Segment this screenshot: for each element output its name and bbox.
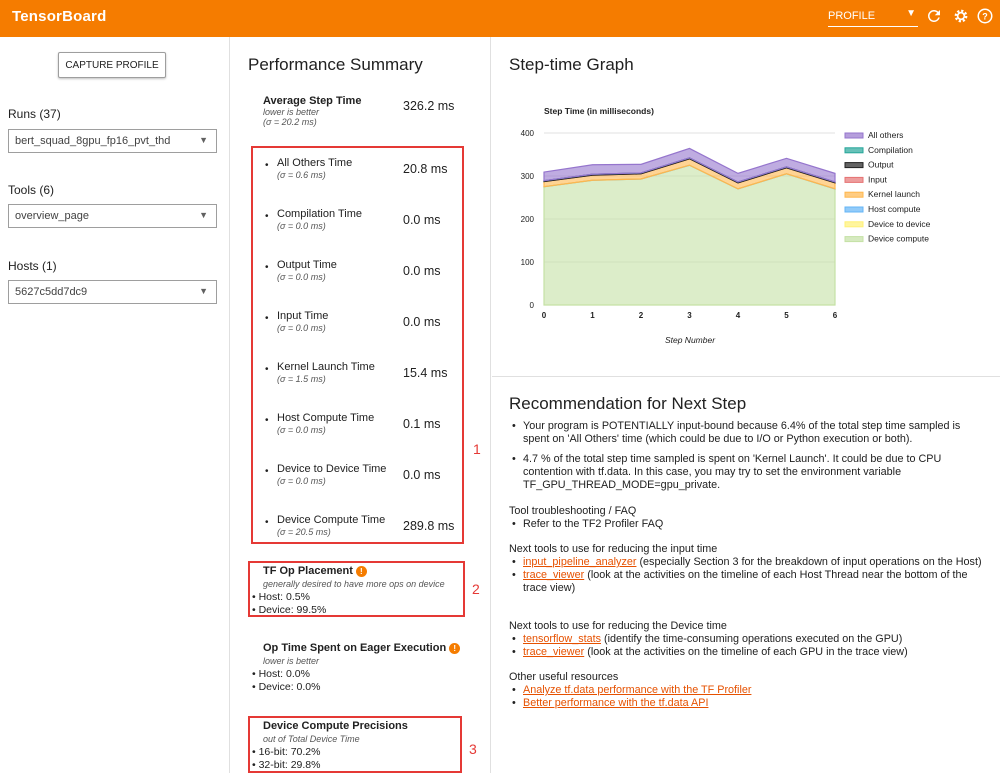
chevron-down-icon: ▼ — [906, 8, 916, 19]
x-tick-label: 3 — [687, 311, 692, 320]
x-tick-label: 1 — [590, 311, 595, 320]
runs-select-value: bert_squad_8gpu_fp16_pvt_thd — [15, 135, 171, 147]
breakdown-name: Input Time — [277, 310, 329, 322]
breakdown-item: • Device to Device Time (σ = 0.0 ms) 0.0 ms — [265, 463, 441, 486]
avg-sub: lower is better — [263, 107, 320, 117]
tools-select-value: overview_page — [15, 210, 89, 222]
precision-32bit: 32-bit: 29.8% — [258, 759, 321, 771]
legend-label: Device compute — [868, 233, 929, 244]
legend-swatch — [845, 222, 863, 227]
y-tick-label: 200 — [520, 215, 534, 224]
tools-select[interactable] — [8, 204, 217, 228]
placement-sub: generally desired to have more ops on device — [263, 579, 445, 589]
breakdown-value: 0.0 ms — [403, 213, 441, 227]
average-step-time — [263, 95, 483, 127]
x-tick-label: 6 — [832, 311, 838, 320]
placement-device: Device: 99.5% — [258, 604, 327, 616]
callout-number: 1 — [473, 441, 481, 457]
breakdown-name: Compilation Time — [277, 208, 362, 220]
breakdown-sigma: (σ = 0.0 ms) — [277, 425, 326, 435]
sidebar — [0, 37, 230, 773]
avg-name: Average Step Time — [263, 95, 362, 107]
breakdown-value: 0.0 ms — [403, 315, 441, 329]
input-tools-heading: Next tools to use for reducing the input time — [509, 543, 718, 555]
legend-label: Input — [868, 174, 887, 185]
y-tick-label: 100 — [520, 258, 534, 267]
settings-icon[interactable] — [952, 7, 970, 25]
hosts-select[interactable] — [8, 280, 217, 304]
breakdown-item: • Input Time (σ = 0.0 ms) 0.0 ms — [265, 310, 441, 333]
breakdown-value: 20.8 ms — [403, 162, 448, 176]
info-icon[interactable]: ! — [356, 566, 367, 577]
x-tick-label: 5 — [784, 311, 789, 320]
legend-label: Output — [868, 159, 894, 170]
legend-label: Kernel launch — [868, 189, 920, 200]
x-tick-label: 0 — [541, 311, 547, 320]
callout-number: 2 — [472, 581, 480, 597]
device-compute-precisions-card: Device Compute Precisions out of Total Device Time • 16-bit: 70.2% • 32-bit: 29.8% — [248, 716, 462, 773]
step-time-chart — [492, 77, 1000, 377]
eager-title: Op Time Spent on Eager Execution — [263, 642, 447, 654]
plugin-select-value: PROFILE — [828, 10, 876, 22]
area-device-compute — [544, 165, 835, 305]
capture-profile-button[interactable]: CAPTURE PROFILE — [58, 52, 166, 78]
legend-swatch — [845, 237, 863, 242]
legend-swatch — [845, 133, 863, 138]
tf-op-placement-card: TF Op Placement ! generally desired to have more ops on device • Host: 0.5% • Device: 99.5% — [248, 561, 465, 617]
breakdown-sigma: (σ = 0.0 ms) — [277, 272, 326, 282]
eager-sub: lower is better — [263, 656, 320, 666]
breakdown-name: Output Time — [277, 259, 337, 271]
breakdown-item: • Host Compute Time (σ = 0.0 ms) 0.1 ms — [265, 412, 441, 435]
eager-device: Device: 0.0% — [258, 681, 321, 693]
legend-label: Compilation — [868, 144, 913, 155]
reco-bullet: • 4.7 % of the total step time sampled is spent on 'Kernel Launch'. It could be due to CPU contention with tf.data. In this case, you may try to set the environment variable TF_GPU_THREAD_MODE=gpu_private. — [509, 453, 989, 492]
breakdown-value: 15.4 ms — [403, 366, 448, 380]
faq-heading: Tool troubleshooting / FAQ — [509, 505, 637, 517]
reco-title: Recommendation for Next Step — [509, 394, 747, 413]
link-description: (identify the time-consuming operations executed on the GPU) — [601, 633, 903, 645]
eager-host: Host: 0.0% — [258, 668, 310, 680]
tensorflow-stats-link[interactable]: tensorflow_stats — [523, 633, 602, 645]
faq-item: • Refer to the TF2 Profiler FAQ — [509, 518, 989, 531]
link-description: (look at the activities on the timeline of each GPU in the trace view) — [584, 646, 908, 658]
reco-bullet: • Your program is POTENTIALLY input-bound because 6.4% of the total step time sampled is spent on 'All Others' time (which could be due to I/O or Python execution or both). — [509, 420, 989, 446]
chevron-down-icon: ▼ — [199, 135, 208, 145]
recommendation-panel — [492, 378, 1000, 773]
breakdown-name: Device to Device Time — [277, 463, 387, 475]
legend-label: Device to device — [868, 218, 931, 229]
device-tools-heading: Next tools to use for reducing the Device time — [509, 620, 727, 632]
legend-label: Host compute — [868, 204, 921, 214]
eager-execution-card: Op Time Spent on Eager Execution ! lower is better • Host: 0.0% • Device: 0.0% — [250, 640, 465, 696]
breakdown-sigma: (σ = 0.0 ms) — [277, 221, 326, 231]
callout-number: 3 — [469, 741, 477, 757]
breakdown-name: Kernel Launch Time — [277, 361, 375, 373]
breakdown-name: Host Compute Time — [277, 412, 375, 424]
chevron-down-icon: ▼ — [199, 210, 208, 220]
svg-text:?: ? — [982, 11, 988, 22]
trace-viewer-link[interactable]: trace_viewer — [523, 569, 585, 581]
legend-swatch — [845, 163, 863, 168]
x-tick-label: 2 — [638, 311, 644, 320]
info-icon[interactable]: ! — [449, 643, 460, 654]
precision-16bit: 16-bit: 70.2% — [258, 746, 321, 758]
avg-sigma: (σ = 20.2 ms) — [263, 117, 317, 127]
placement-title: TF Op Placement — [263, 565, 353, 577]
x-tick-label: 4 — [735, 311, 741, 320]
breakdown-item: • Device Compute Time (σ = 20.5 ms) 289.8 ms — [265, 514, 455, 537]
graph-title: Step-time Graph — [509, 55, 634, 74]
legend-label: All others — [868, 130, 904, 140]
list-item — [509, 556, 989, 569]
list-item — [509, 633, 989, 646]
breakdown-name: Device Compute Time — [277, 514, 386, 526]
y-tick-label: 400 — [520, 129, 534, 138]
other-resources-heading: Other useful resources — [509, 671, 619, 683]
x-axis-label: Step Number — [664, 335, 716, 345]
breakdown-value: 289.8 ms — [403, 519, 455, 533]
help-icon[interactable] — [976, 7, 994, 25]
y-tick-label: 300 — [520, 172, 534, 181]
breakdown-sigma: (σ = 0.0 ms) — [277, 476, 326, 486]
breakdown-item: • Compilation Time (σ = 0.0 ms) 0.0 ms — [265, 208, 441, 231]
legend-swatch — [845, 192, 863, 197]
breakdown-item: • Output Time (σ = 0.0 ms) 0.0 ms — [265, 259, 441, 282]
avg-value: 326.2 ms — [403, 99, 455, 113]
app-title: TensorBoard — [12, 8, 107, 25]
plugin-select[interactable] — [828, 7, 918, 27]
list-item — [509, 646, 989, 659]
legend-swatch — [845, 207, 863, 212]
breakdown-value: 0.1 ms — [403, 417, 441, 431]
input-pipeline-analyzer-link[interactable]: input_pipeline_analyzer — [523, 556, 637, 568]
list-item — [509, 684, 989, 697]
link-description: (look at the activities on the timeline of each Host Thread near the bottom of the trace view) — [523, 569, 968, 594]
better-performance-link[interactable]: Better performance with the tf.data API — [523, 697, 709, 709]
breakdown-item: • All Others Time (σ = 0.6 ms) 20.8 ms — [265, 157, 448, 180]
legend-swatch — [845, 148, 863, 153]
list-item — [509, 569, 989, 595]
step-time-graph-panel — [492, 37, 1000, 377]
chart-title: Step Time (in milliseconds) — [544, 106, 654, 116]
precision-title: Device Compute Precisions — [263, 720, 408, 732]
breakdown-sigma: (σ = 0.6 ms) — [277, 170, 326, 180]
refresh-icon[interactable] — [925, 7, 943, 25]
list-item — [509, 697, 989, 710]
tools-label: Tools (6) — [8, 183, 55, 197]
breakdown-value: 0.0 ms — [403, 264, 441, 278]
breakdown-item: • Kernel Launch Time (σ = 1.5 ms) 15.4 ms — [265, 361, 448, 384]
legend-swatch — [845, 177, 863, 182]
summary-title: Performance Summary — [248, 55, 423, 74]
hosts-select-value: 5627c5dd7dc9 — [15, 286, 88, 298]
top-app-bar — [0, 0, 1000, 37]
trace-viewer-link[interactable]: trace_viewer — [523, 646, 585, 658]
link-description: (especially Section 3 for the breakdown of input operations on the Host) — [636, 556, 982, 568]
runs-label: Runs (37) — [8, 107, 61, 121]
breakdown-sigma: (σ = 20.5 ms) — [277, 527, 331, 537]
breakdown-sigma: (σ = 0.0 ms) — [277, 323, 326, 333]
precision-sub: out of Total Device Time — [263, 734, 360, 744]
breakdown-name: All Others Time — [277, 157, 353, 169]
placement-host: Host: 0.5% — [258, 591, 310, 603]
breakdown-sigma: (σ = 1.5 ms) — [277, 374, 326, 384]
chevron-down-icon: ▼ — [199, 286, 208, 296]
step-time-breakdown — [251, 146, 464, 544]
analyze-tfdata-link[interactable]: Analyze tf.data performance with the TF Profiler — [523, 684, 752, 696]
breakdown-value: 0.0 ms — [403, 468, 441, 482]
runs-select[interactable] — [8, 129, 217, 153]
hosts-label: Hosts (1) — [8, 259, 57, 273]
y-tick-label: 0 — [529, 301, 534, 310]
